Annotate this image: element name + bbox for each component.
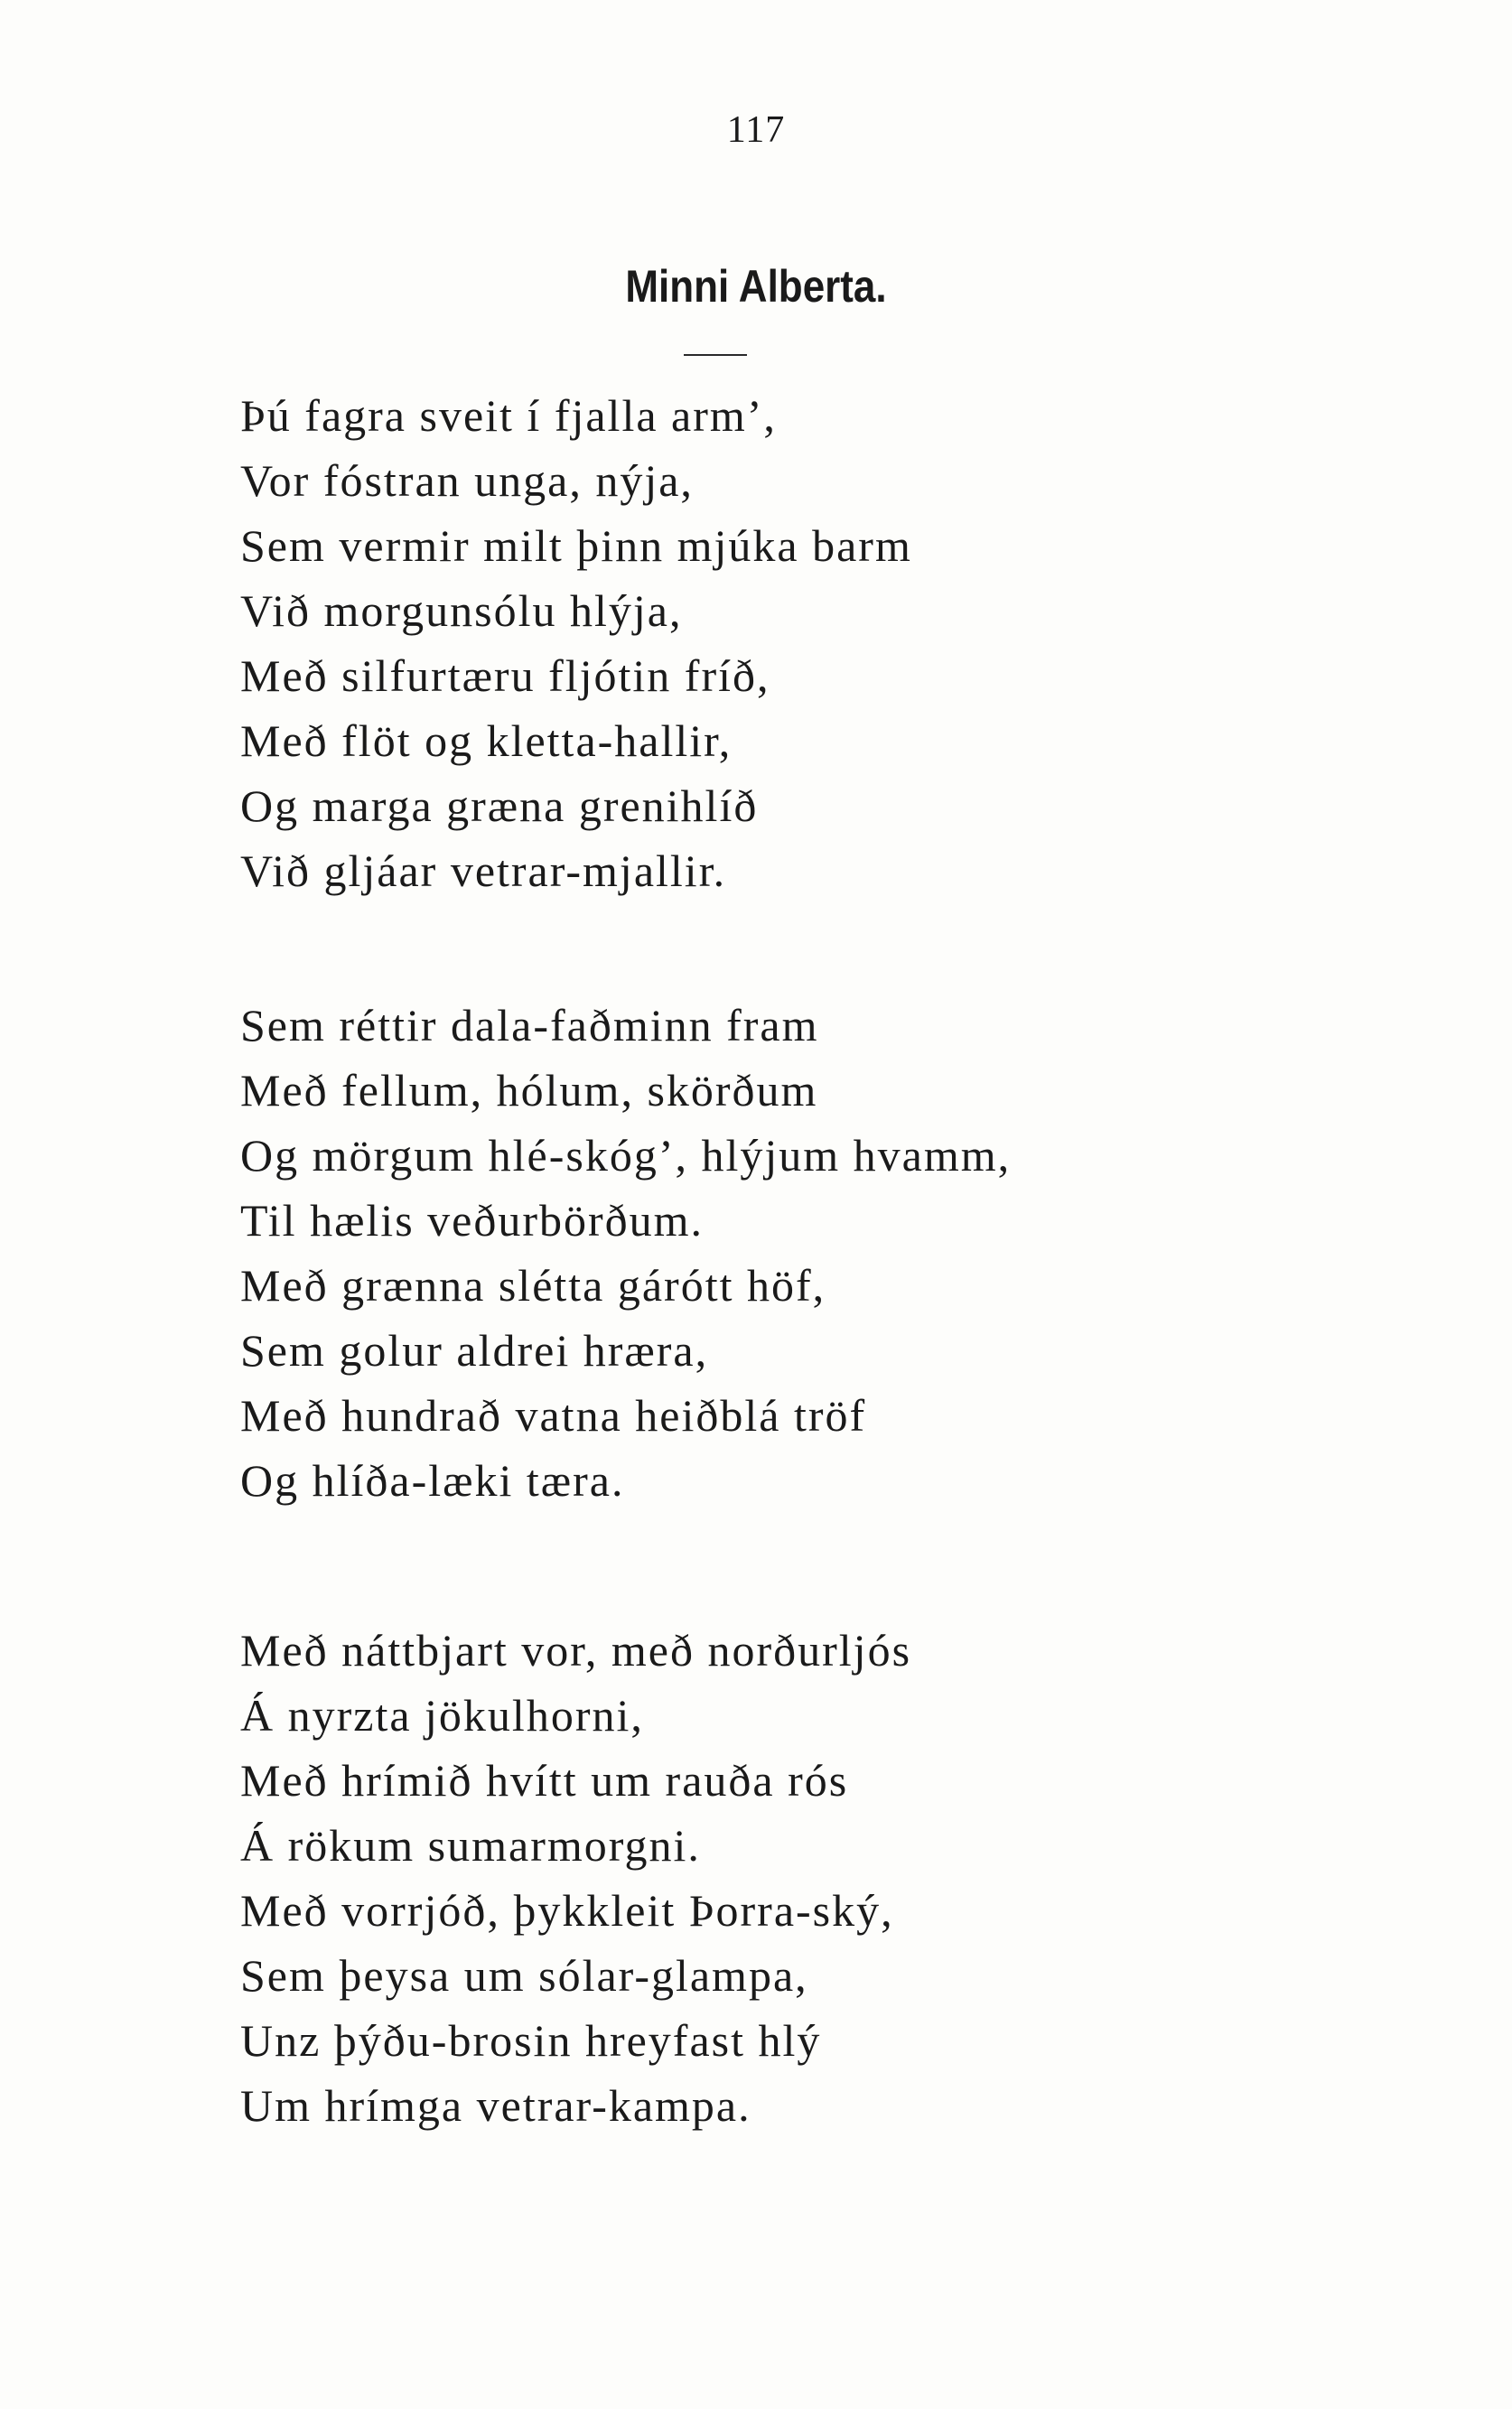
poem-line: Og mörgum hlé-skóg’, hlýjum hvamm, (240, 1130, 1012, 1181)
poem-line: Til hælis veðurbörðum. (240, 1195, 705, 1246)
poem-line: Á nyrzta jökulhorni, (240, 1690, 644, 1741)
poem-line: Með hundrað vatna heiðblá tröf (240, 1390, 867, 1441)
poem-line: Með grænna slétta gárótt höf, (240, 1260, 826, 1311)
poem-line: Og hlíða-læki tæra. (240, 1455, 625, 1506)
poem-line: Með flöt og kletta-hallir, (240, 715, 733, 766)
poem-line: Sem golur aldrei hræra, (240, 1325, 709, 1376)
poem-line: Með silfurtæru fljótin fríð, (240, 650, 770, 701)
poem-line: Við morgunsólu hlýja, (240, 585, 683, 636)
poem-line: Með náttbjart vor, með norðurljós (240, 1625, 912, 1676)
poem-line: Og marga græna grenihlíð (240, 780, 759, 831)
poem-line: Á rökum sumarmorgni. (240, 1820, 701, 1871)
poem-line: Um hrímga vetrar-kampa. (240, 2080, 751, 2131)
stanza-1 (240, 383, 912, 903)
poem-line: Unz þýðu-brosin hreyfast hlý (240, 2015, 822, 2066)
poem-line: Þú fagra sveit í fjalla arm’, (240, 390, 777, 441)
poem-title: Minni Alberta. (625, 261, 887, 312)
page-number: 117 (726, 109, 786, 151)
poem-line: Sem vermir milt þinn mjúka barm (240, 520, 912, 571)
stanza-2 (240, 993, 1011, 1513)
poem-line: Sem þeysa um sólar-glampa, (240, 1950, 808, 2001)
poem-line: Með fellum, hólum, skörðum (240, 1065, 818, 1116)
poem-line: Sem réttir dala-faðminn fram (240, 1000, 819, 1050)
poem-line: Vor fóstran unga, nýja, (240, 455, 694, 506)
title-rule (684, 354, 747, 356)
poem-line: Með hrímið hvítt um rauða rós (240, 1755, 849, 1806)
poem-line: Með vorrjóð, þykkleit Þorra-ský, (240, 1885, 894, 1936)
poem-line: Við gljáar vetrar-mjallir. (240, 845, 727, 896)
stanza-3 (240, 1618, 911, 2138)
